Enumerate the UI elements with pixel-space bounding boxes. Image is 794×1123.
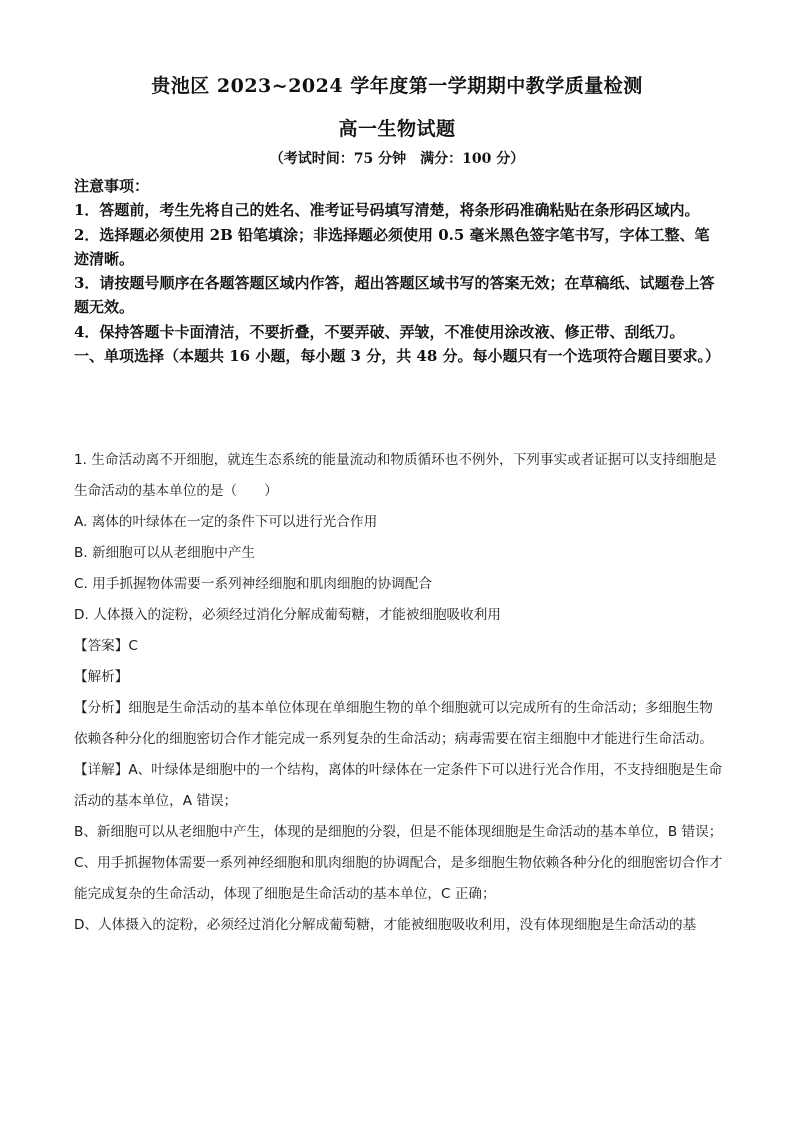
analysis-label: 【解析】 (74, 669, 129, 685)
option-b: B. 新细胞可以从老细胞中产生 (74, 545, 256, 561)
xiangjie-a (74, 755, 724, 817)
question-1 (74, 445, 724, 941)
option-a: A. 离体的叶绿体在一定的条件下可以进行光合作用 (74, 514, 378, 530)
exam-info: （考试时间：75 分钟 满分：100 分） (269, 151, 525, 167)
exam-title: 贵池区 2023~2024 学年度第一学期期中教学质量检测 (151, 75, 643, 97)
fenxi-text: 细胞是生命活动的基本单位体现在单细胞生物的单个细胞就可以完成所有的生命活动；多细胞生物依赖各种分化的细胞密切合作才能完成一系列复杂的生命活动；病毒需要在宿主细胞中才能进行生命活动。 (74, 700, 713, 747)
fenxi-label: 【分析】 (74, 700, 129, 716)
question-stem: 1. 生命活动离不开细胞，就连生态系统的能量流动和物质循环也不例外，下列事实或者证据可以支持细胞是生命活动的基本单位的是（ ） (74, 452, 717, 499)
answer-value: C (128, 638, 138, 654)
xiangjie-d: D、人体摄入的淀粉，必须经过消化分解成葡萄糖，才能被细胞吸收利用，没有体现细胞是生命活动的基 (74, 917, 697, 933)
notice-item-4: 4．保持答题卡卡面清洁，不要折叠，不要弄破、弄皱，不准使用涂改液、修正带、刮纸刀。 (74, 322, 685, 341)
option-d: D. 人体摄入的淀粉，必须经过消化分解成葡萄糖，才能被细胞吸收利用 (74, 607, 501, 623)
xiangjie-c: C、用手抓握物体需要一系列神经细胞和肌肉细胞的协调配合，是多细胞生物依赖各种分化的细胞密切合作才能完成复杂的生命活动，体现了细胞是生命活动的基本单位，C 正确； (74, 855, 723, 902)
notice-heading: 注意事项： (74, 177, 150, 195)
xiangjie-label: 【详解】 (74, 762, 129, 778)
notice-item-1: 1．答题前，考生先将自己的姓名、准考证号码填写清楚，将条形码准确粘贴在条形码区域内。 (74, 201, 700, 220)
notice-item-3: 3．请按题号顺序在各题答题区域内作答，超出答题区域书写的答案无效；在草稿纸、试题卷上答题无效。 (74, 274, 715, 317)
subject-title: 高一生物试题 (338, 118, 456, 140)
answer-line (74, 631, 724, 662)
notice-item-2: 2．选择题必须使用 2B 铅笔填涂；非选择题必须使用 0.5 毫米黑色签字笔书写，字体工整、笔迹清晰。 (74, 225, 710, 268)
section-heading: 一、单项选择（本题共 16 小题，每小题 3 分，共 48 分。每小题只有一个选项符合题目要求。） (74, 347, 721, 366)
xiangjie-b: B、新细胞可以从老细胞中产生，体现的是细胞的分裂，但是不能体现细胞是生命活动的基本单位，B 错误； (74, 824, 723, 840)
fenxi-paragraph (74, 693, 724, 755)
option-c: C. 用手抓握物体需要一系列神经细胞和肌肉细胞的协调配合 (74, 576, 432, 592)
notice-block (74, 174, 724, 368)
answer-label: 【答案】 (74, 638, 129, 654)
xiangjie-a-text: A、叶绿体是细胞中的一个结构，离体的叶绿体在一定条件下可以进行光合作用，不支持细胞是生命活动的基本单位，A 错误； (74, 762, 723, 809)
